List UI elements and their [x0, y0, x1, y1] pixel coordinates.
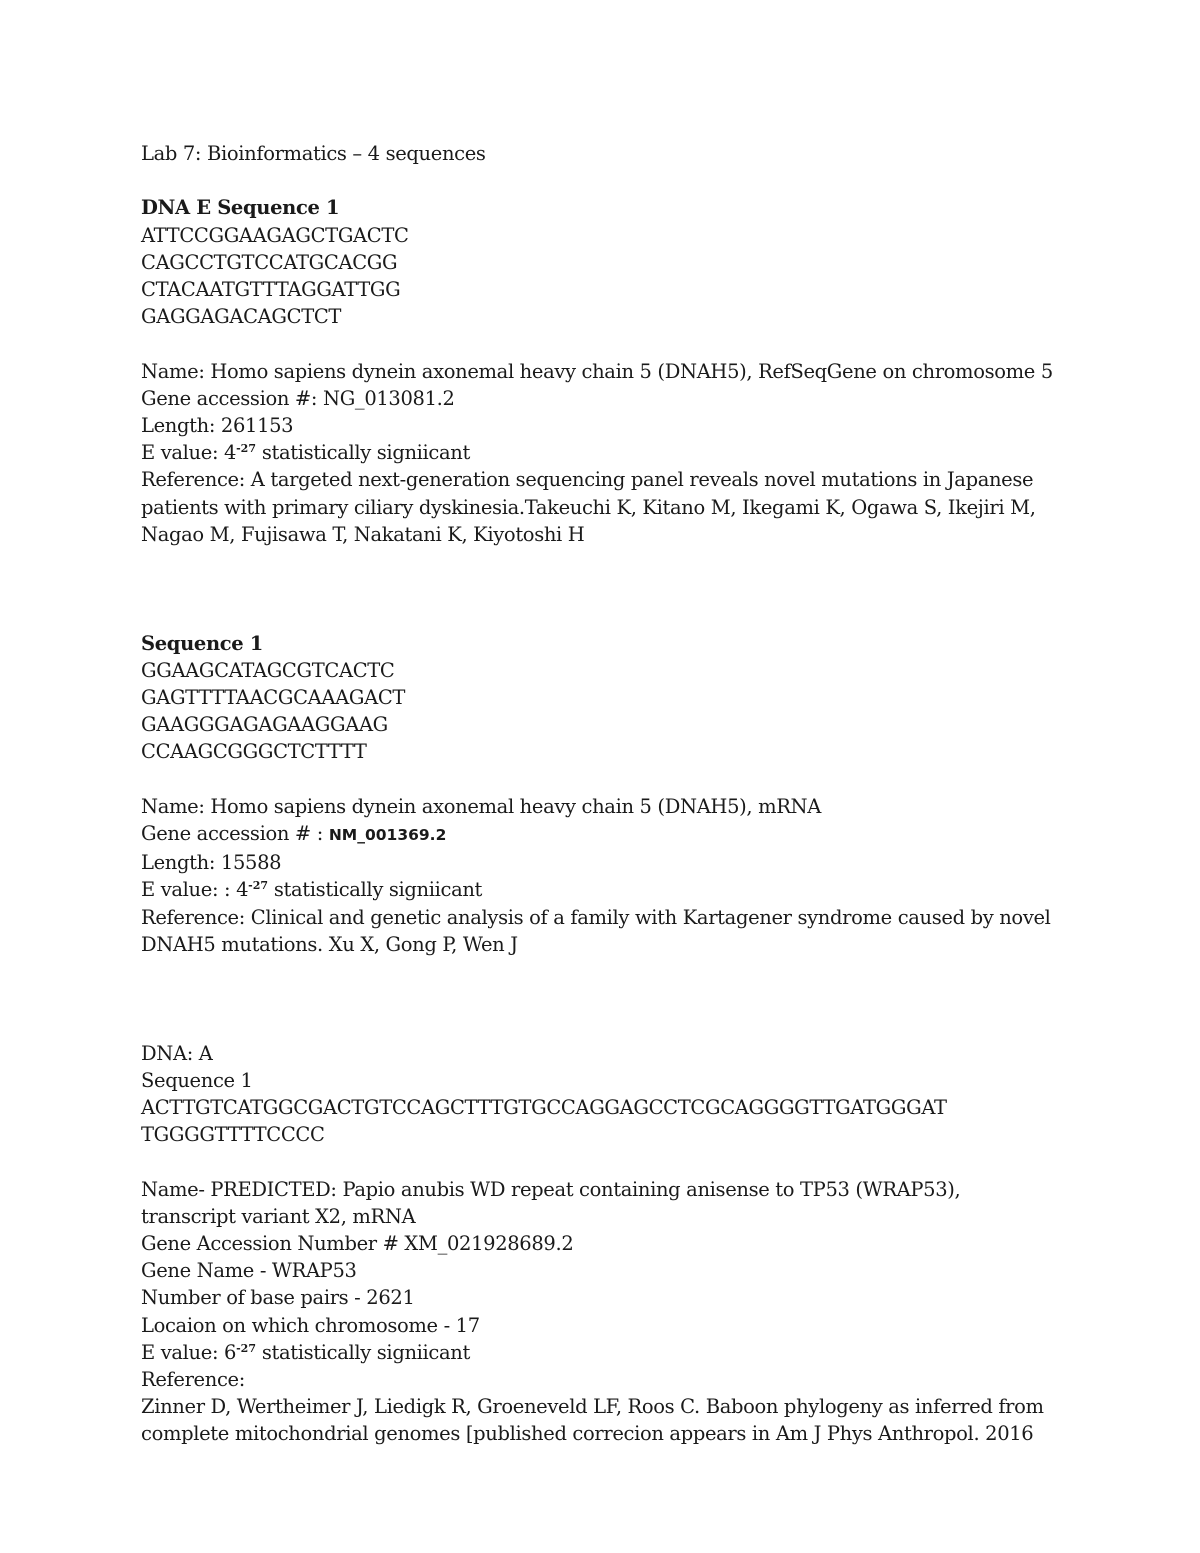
section1-seq-line: GAGGAGACAGCTCT [141, 305, 342, 329]
section3-name-line: transcript variant X2, mRNA [141, 1204, 416, 1228]
section3-location: Locaion on which chromosome - 17 [141, 1313, 480, 1337]
section1-seq-line: CAGCCTGTCCATGCACGG [141, 250, 398, 274]
section2-length: Length: 15588 [141, 851, 282, 875]
section3-accession: Gene Accession Number # XM_021928689.2 [141, 1232, 574, 1255]
evalue-suffix: statistically signiicant [255, 1340, 470, 1364]
section3-reference-line: complete mitochondrial genomes [published correcion appears in Am J Phys Anthropol. 2016 [141, 1422, 1034, 1446]
evalue-suffix: statistically signiicant [268, 878, 483, 902]
evalue-suffix: statistically signiicant [255, 441, 470, 465]
section3-seq-line: ACTTGTCATGGCGACTGTCCAGCTTTGTGCCAGGAGCCTCGCAGGGGTTGATGGGAT [141, 1096, 947, 1119]
evalue-prefix: E value: 6 [141, 1340, 237, 1364]
section2-seq-line: GAGTTTTAACGCAAAGACT [141, 686, 406, 709]
section2-seq-line: CCAAGCGGGCTCTTTT [141, 740, 367, 764]
section1-reference-line: Nagao M, Fujisawa T, Nakatani K, Kiyotoshi H [141, 522, 585, 546]
section1-name: Name: Homo sapiens dynein axonemal heavy chain 5 (DNAH5), RefSeqGene on chromosome 5 [141, 359, 1053, 383]
evalue-prefix: E value: : 4 [141, 878, 249, 902]
document-body [141, 140, 1081, 1448]
section3-reference-label: Reference: [141, 1368, 245, 1392]
section3-name-line: Name- PREDICTED: Papio anubis WD repeat containing anisense to TP53 (WRAP53), [141, 1177, 961, 1201]
evalue-exponent: -27 [236, 442, 256, 456]
evalue-exponent: -27 [236, 1341, 256, 1355]
section2-heading: Sequence 1 [141, 631, 264, 655]
section3-gene-name: Gene Name - WRAP53 [141, 1259, 357, 1283]
accession-label: Gene accession # : [141, 822, 329, 845]
section3-base-pairs: Number of base pairs - 2621 [141, 1286, 415, 1310]
document-title: Lab 7: Bioinformatics – 4 sequences [141, 142, 486, 165]
section2-name: Name: Homo sapiens dynein axonemal heavy chain 5 (DNAH5), mRNA [141, 794, 822, 818]
section1-reference-line: Reference: A targeted next-generation sequencing panel reveals novel mutations in Japanese [141, 468, 1034, 492]
section2-seq-line: GAAGGGAGAGAAGGAAG [141, 713, 388, 737]
section3-reference-line: Zinner D, Wertheimer J, Liedigk R, Groeneveld LF, Roos C. Baboon phylogeny as inferred from [141, 1395, 1044, 1419]
section1-seq-line: CTACAATGTTTAGGATTGG [141, 278, 401, 301]
section2-evalue [141, 876, 1081, 903]
section1-evalue [141, 439, 1081, 466]
section2-seq-line: GGAAGCATAGCGTCACTC [141, 658, 395, 682]
section1-accession: Gene accession #: NG_013081.2 [141, 386, 455, 410]
section3-seq-label: Sequence 1 [141, 1068, 253, 1092]
section1-seq-line: ATTCCGGAAGAGCTGACTC [141, 223, 409, 247]
section3-dna-label: DNA: A [141, 1041, 213, 1065]
section1-reference-line: patients with primary ciliary dyskinesia.Takeuchi K, Kitano M, Ikegami K, Ogawa S, Ikejiri M, [141, 495, 1036, 519]
section3-seq-line: TGGGGTTTTCCCC [141, 1123, 325, 1147]
section2-accession [141, 820, 1081, 849]
evalue-prefix: E value: 4 [141, 441, 237, 465]
section2-reference-line: DNAH5 mutations. Xu X, Gong P, Wen J [141, 932, 518, 956]
evalue-exponent: -27 [248, 879, 269, 893]
section3-evalue [141, 1339, 1081, 1366]
section1-length: Length: 261153 [141, 414, 294, 437]
section1-heading: DNA E Sequence 1 [141, 196, 340, 220]
accession-value: NM_001369.2 [328, 826, 447, 844]
section2-reference-line: Reference: Clinical and genetic analysis of a family with Kartagener syndrome caused by novel [141, 905, 1051, 929]
